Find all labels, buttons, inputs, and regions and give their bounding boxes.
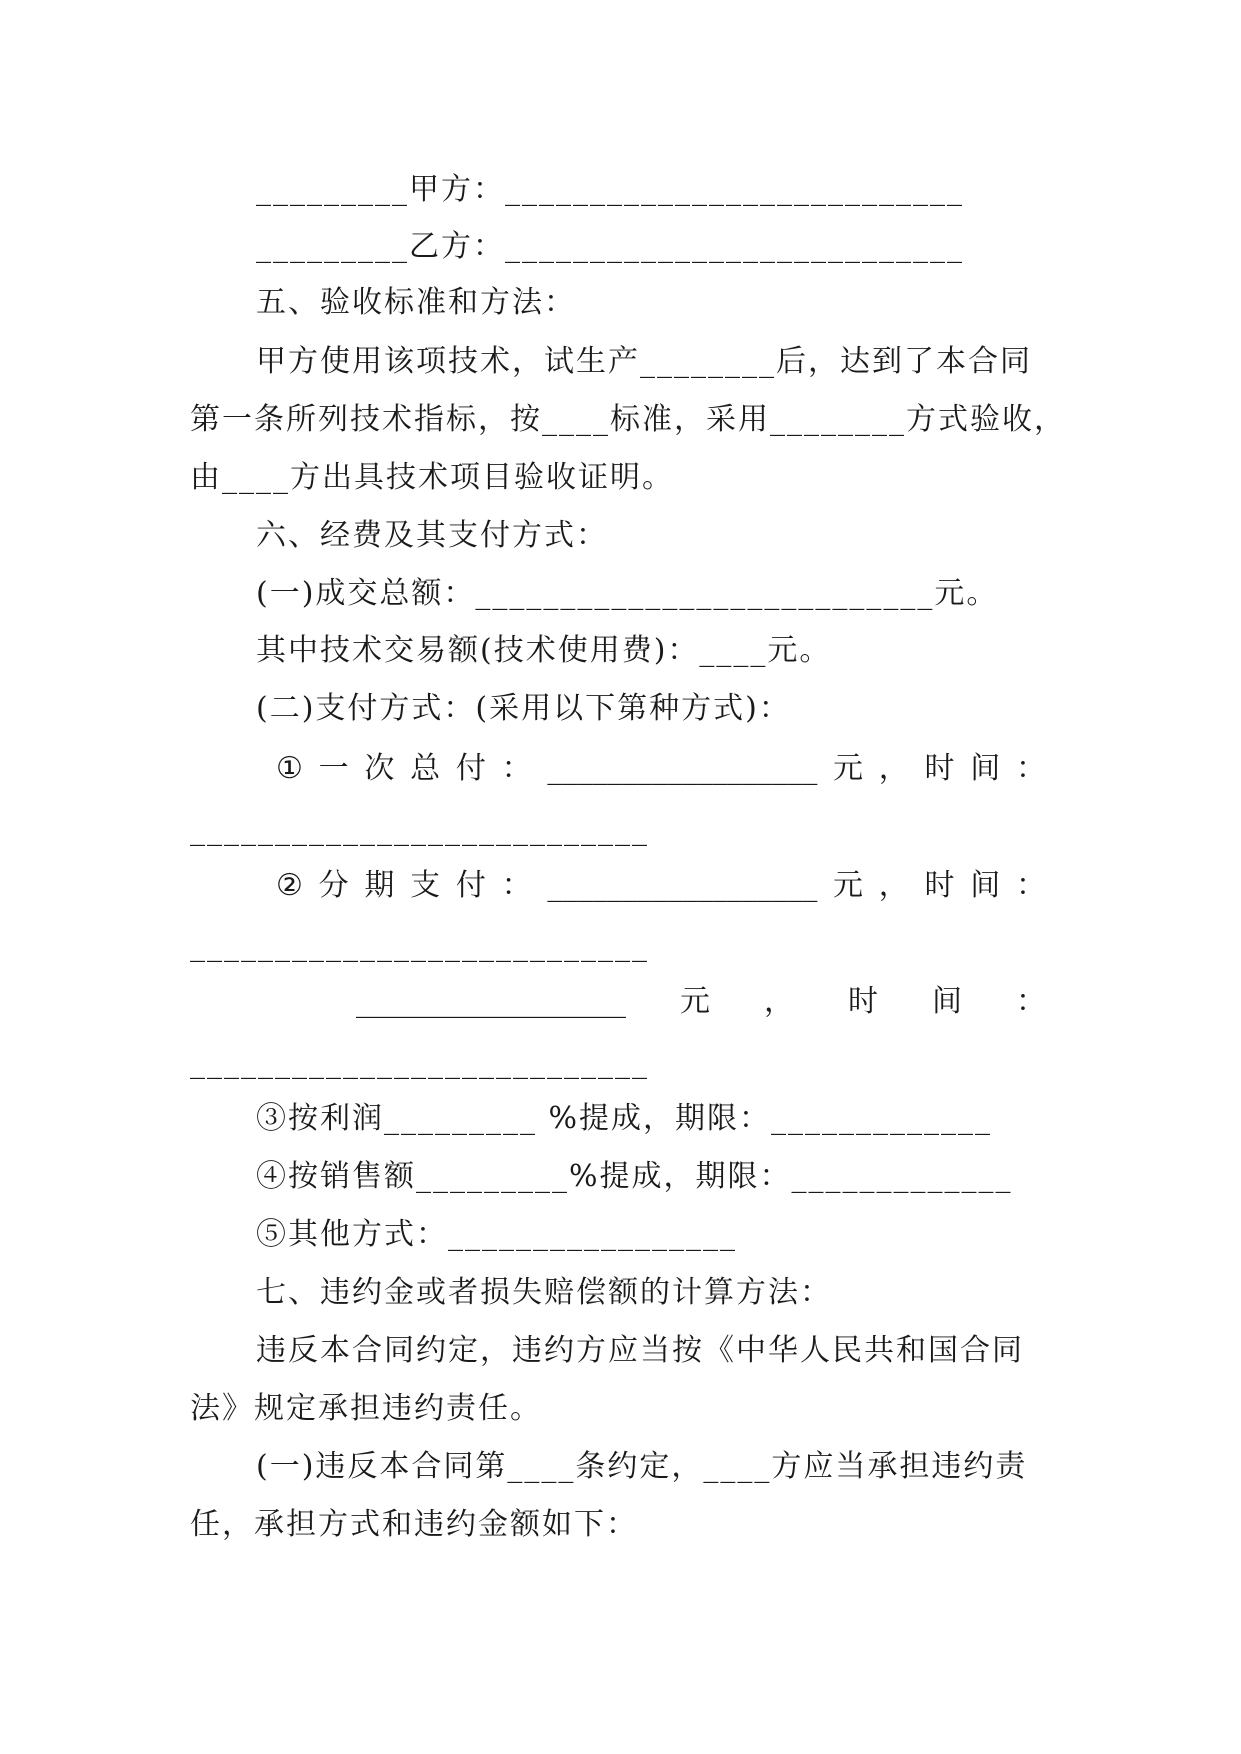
paragraph-line: (一)违反本合同第____条约定，____方应当承担违约责 bbox=[256, 1449, 1028, 1484]
blank-field: __________________ bbox=[547, 868, 818, 903]
justified-glyph: 间 bbox=[970, 868, 1001, 903]
paragraph-line: 任，承担方式和违约金额如下： bbox=[190, 1507, 638, 1542]
justified-glyph: 付 bbox=[455, 751, 486, 786]
tech-fee-line: 其中技术交易额(技术使用费)：____元。 bbox=[256, 633, 832, 668]
justified-glyph: ① bbox=[276, 751, 303, 786]
sales-share-line: ④按销售额_________%提成，期限：_____________ bbox=[256, 1159, 1013, 1194]
blank-field-line: ___________________________ bbox=[190, 928, 649, 963]
blank-field-line: ___________________________ bbox=[190, 1045, 649, 1080]
installment-payment-line bbox=[356, 982, 1046, 1022]
justified-glyph: ： bbox=[501, 751, 532, 786]
paragraph-line: 甲方使用该项技术，试生产________后，达到了本合同 bbox=[256, 344, 1032, 379]
justified-glyph: 元 bbox=[680, 984, 710, 1019]
justified-glyph: ， bbox=[878, 868, 909, 903]
installment-payment-line bbox=[276, 866, 1046, 906]
justified-glyph: ② bbox=[276, 868, 303, 903]
justified-glyph: 时 bbox=[924, 868, 955, 903]
justified-glyph: 时 bbox=[848, 984, 878, 1019]
profit-share-line: ③按利润_________ %提成，期限：_____________ bbox=[256, 1101, 993, 1136]
total-amount-line: (一)成交总额：___________________________元。 bbox=[256, 576, 999, 611]
party-b-line: _________乙方：___________________________ bbox=[256, 229, 964, 264]
justified-glyph: 分 bbox=[318, 868, 349, 903]
justified-glyph: ： bbox=[1015, 751, 1046, 786]
justified-glyph: 次 bbox=[364, 751, 395, 786]
section-6-heading: 六、经费及其支付方式： bbox=[256, 518, 608, 553]
justified-glyph: ， bbox=[878, 751, 909, 786]
other-method-line: ⑤其他方式：_________________ bbox=[256, 1217, 737, 1252]
paragraph-line: 由____方出具技术项目验收证明。 bbox=[190, 460, 674, 495]
justified-glyph: ： bbox=[501, 868, 532, 903]
justified-glyph: 期 bbox=[364, 868, 395, 903]
blank-field-line: ___________________________ bbox=[190, 812, 649, 847]
justified-glyph: 间 bbox=[970, 751, 1001, 786]
section-7-heading: 七、违约金或者损失赔偿额的计算方法： bbox=[256, 1275, 832, 1310]
blank-field: __________________ bbox=[356, 984, 626, 1019]
payment-method-line: (二)支付方式：(采用以下第种方式)： bbox=[256, 691, 791, 726]
justified-glyph: 付 bbox=[455, 868, 486, 903]
paragraph-line: 第一条所列技术指标，按____标准，采用________方式验收， bbox=[190, 402, 1066, 437]
blank-field: __________________ bbox=[547, 751, 818, 786]
justified-glyph: 间 bbox=[932, 984, 962, 1019]
justified-glyph: 元 bbox=[833, 751, 864, 786]
justified-glyph: 时 bbox=[924, 751, 955, 786]
paragraph-line: 法》规定承担违约责任。 bbox=[190, 1391, 542, 1426]
justified-glyph: ， bbox=[764, 984, 794, 1019]
justified-glyph: 总 bbox=[410, 751, 441, 786]
party-a-line: _________甲方：___________________________ bbox=[256, 172, 964, 207]
justified-glyph: 一 bbox=[318, 751, 349, 786]
section-5-heading: 五、验收标准和方法： bbox=[256, 285, 576, 320]
justified-glyph: 元 bbox=[833, 868, 864, 903]
lump-sum-payment-line bbox=[276, 749, 1046, 789]
paragraph-line: 违反本合同约定，违约方应当按《中华人民共和国合同 bbox=[256, 1333, 1024, 1368]
justified-glyph: 支 bbox=[410, 868, 441, 903]
justified-glyph: ： bbox=[1015, 868, 1046, 903]
justified-glyph: ： bbox=[1016, 984, 1046, 1019]
